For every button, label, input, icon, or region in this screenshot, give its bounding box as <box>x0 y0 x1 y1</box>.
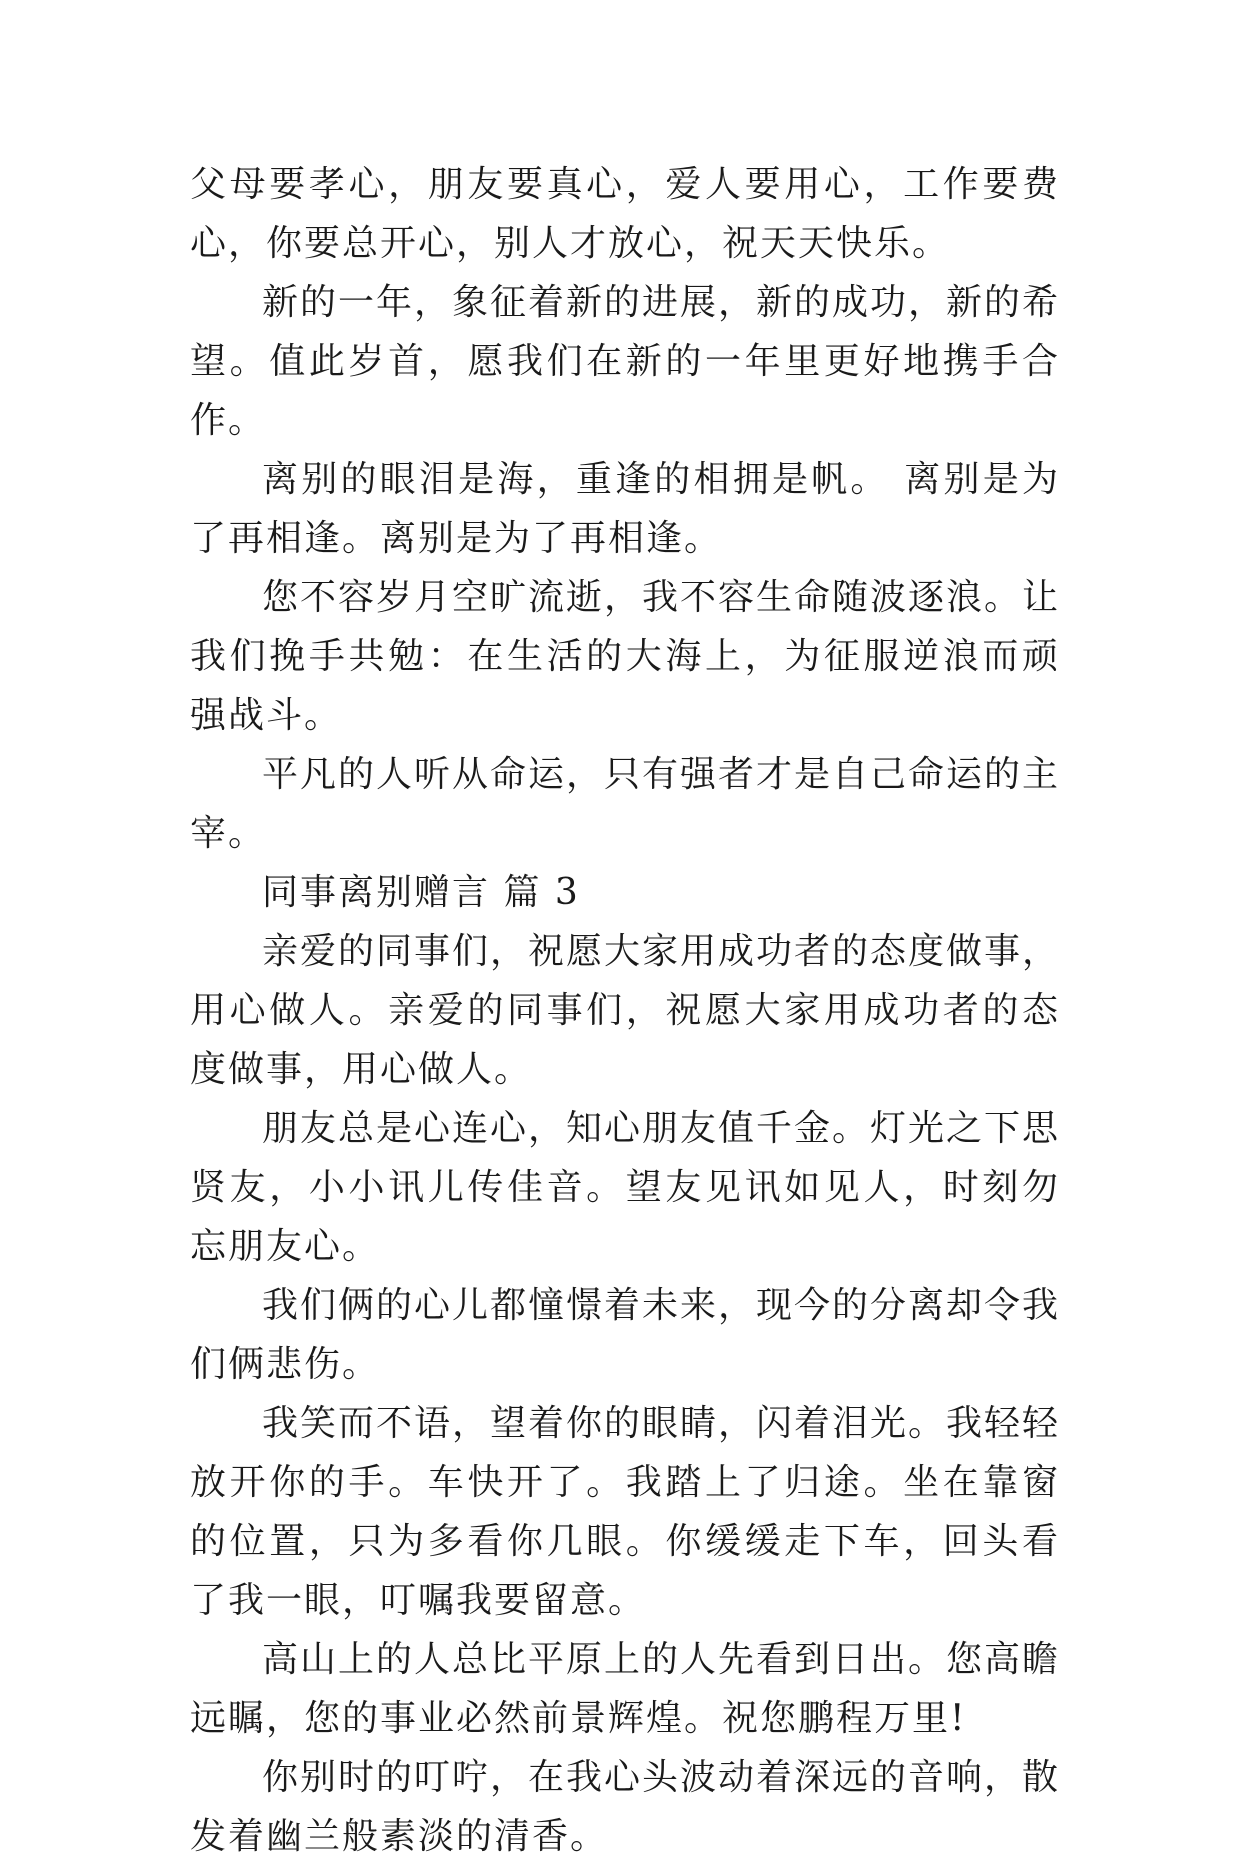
section-heading: 同事离别赠言 篇 3 <box>262 872 580 913</box>
paragraph: 离别的眼泪是海，重逢的相拥是帆。 离别是为了再相逢。离别是为了再相逢。 <box>190 459 1060 559</box>
paragraph: 您不容岁月空旷流逝，我不容生命随波逐浪。让我们挽手共勉：在生活的大海上，为征服逆浪而顽强战斗。 <box>190 577 1061 736</box>
document-body <box>190 155 1060 1866</box>
paragraph: 父母要孝心，朋友要真心，爱人要用心，工作要费心，你要总开心，别人才放心，祝天天快乐。 <box>190 164 1060 264</box>
paragraph: 你别时的叮咛，在我心头波动着深远的音响，散发着幽兰般素淡的清香。 <box>190 1757 1061 1857</box>
paragraph: 我们俩的心儿都憧憬着未来，现今的分离却令我们俩悲伤。 <box>190 1285 1061 1385</box>
paragraph: 新的一年，象征着新的进展，新的成功，新的希望。值此岁首，愿我们在新的一年里更好地携手合作。 <box>190 282 1061 441</box>
paragraph: 高山上的人总比平原上的人先看到日出。您高瞻远瞩，您的事业必然前景辉煌。祝您鹏程万里! <box>190 1639 1061 1739</box>
paragraph: 平凡的人听从命运，只有强者才是自己命运的主宰。 <box>190 754 1061 854</box>
paragraph: 亲爱的同事们，祝愿大家用成功者的态度做事，用心做人。亲爱的同事们，祝愿大家用成功者的态度做事，用心做人。 <box>190 931 1061 1090</box>
paragraph: 我笑而不语，望着你的眼睛，闪着泪光。我轻轻放开你的手。车快开了。我踏上了归途。坐在靠窗的位置，只为多看你几眼。你缓缓走下车，回头看了我一眼，叮嘱我要留意。 <box>190 1403 1061 1621</box>
paragraph: 朋友总是心连心，知心朋友值千金。灯光之下思贤友，小小讯儿传佳音。望友见讯如见人，时刻勿忘朋友心。 <box>190 1108 1061 1267</box>
